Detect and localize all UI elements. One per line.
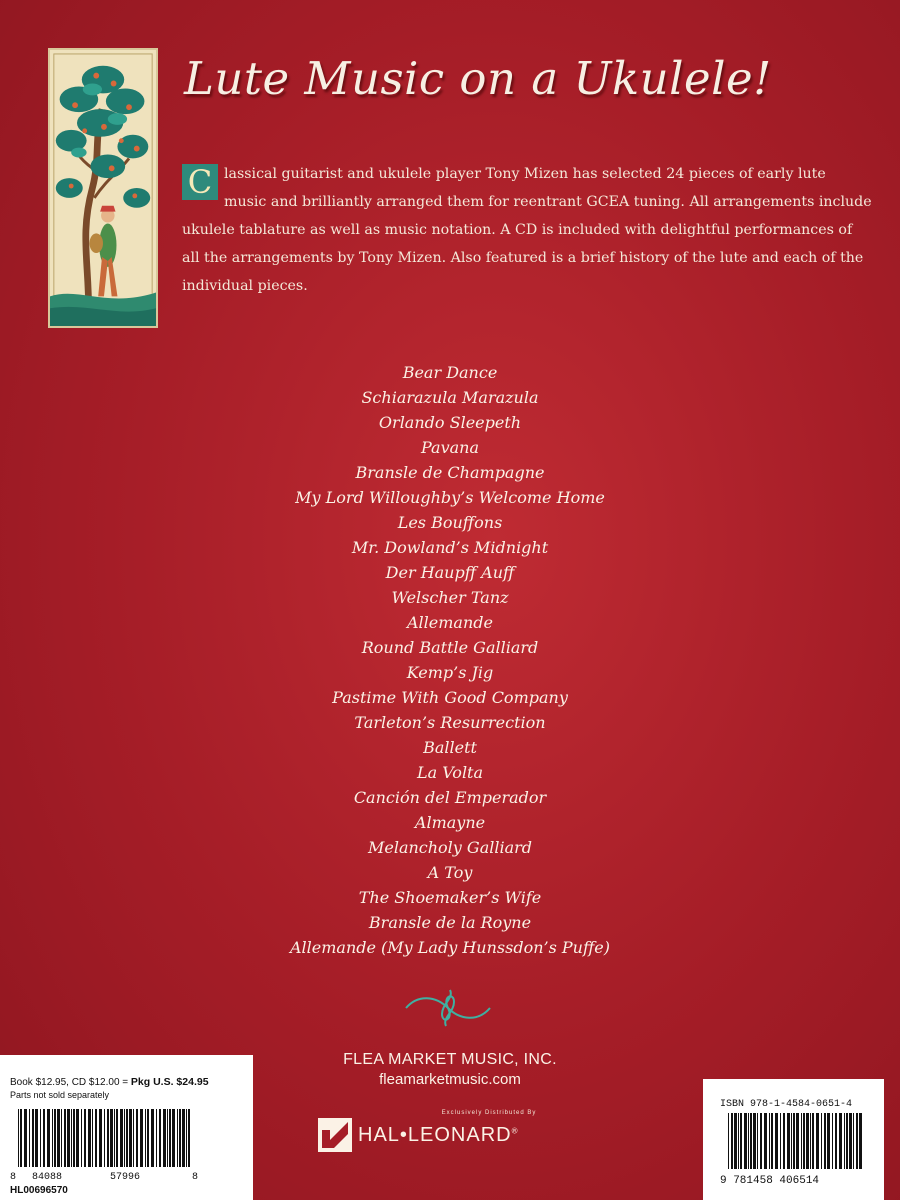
track-item: Welscher Tanz [391,588,509,607]
intro-text: lassical guitarist and ukulele player Tony Mizen has selected 24 pieces of early lute music and brilliantly arranged them for reentrant GCEA tuning. All arrangements include ukulele tablature as well as music notation. A CD is included with delightful performances of all the arrangements by Tony Mizen. Also featured is a brief history of the lute and each of the individual pieces. [182,166,872,294]
isbn-barcode-label [703,1079,884,1200]
ornament-flourish-icon [402,988,494,1028]
isbn-barcode [720,1113,870,1185]
track-item: La Volta [416,763,484,782]
barcode-digits: 84088 [32,1172,63,1181]
publisher-url: fleamarketmusic.com [379,1071,521,1088]
track-item: A Toy [427,863,473,882]
publisher-name: FLEA MARKET MUSIC, INC. [343,1051,557,1068]
book-title: Lute Music on a Ukulele! [184,52,772,105]
package-price: Pkg U.S. $24.95 [130,1076,209,1088]
parts-note: Parts not sold separately [10,1090,110,1100]
track-item: Pavana [420,438,479,457]
hl-product-number: HL00696570 [10,1185,68,1196]
distributor-logo-block [318,1110,588,1158]
hal-leonard-logo-icon [318,1118,352,1152]
track-item: Pastime With Good Company [332,688,568,707]
track-item: Der Haupff Auff [385,563,515,582]
track-item: Schiarazula Marazula [361,388,539,407]
barcode-digits: 57996 [110,1172,141,1181]
intro-paragraph [182,160,872,300]
barcode-digits: 8 [10,1172,17,1181]
isbn-label: ISBN 978-1-4584-0651-4 [720,1099,853,1110]
barcode-digits: 9 781458 406514 [720,1175,820,1185]
track-item: My Lord Willoughby’s Welcome Home [295,488,605,507]
track-item: Round Battle Galliard [361,638,539,657]
tree-and-lutenist-illustration [50,50,156,326]
cover-illustration [48,48,158,328]
track-item: Allemande [407,613,493,632]
drop-cap: C [182,164,218,200]
track-item: Orlando Sleepeth [378,413,522,432]
track-list [0,360,900,960]
track-item: Ballett [423,738,477,757]
track-item: Les Bouffons [397,513,503,532]
price-barcode-label [0,1055,253,1200]
track-item: Bransle de la Royne [368,913,532,932]
track-item: Canción del Emperador [353,788,547,807]
barcode-digits: 8 [192,1172,199,1181]
price-line: Book $12.95, CD $12.00 = Pkg U.S. $24.95 [10,1076,209,1088]
track-item: Bransle de Champagne [355,463,545,482]
track-item: Mr. Dowland’s Midnight [351,538,549,557]
track-item: Almayne [414,813,486,832]
track-item: Bear Dance [402,363,498,382]
distributor-name: HAL•LEONARD® [358,1124,519,1146]
track-item: Kemp’s Jig [406,663,494,682]
track-item: The Shoemaker’s Wife [358,888,542,907]
track-item: Melancholy Galliard [367,838,533,857]
track-item: Tarleton’s Resurrection [354,713,546,732]
distributor-label: Exclusively Distributed By [441,1110,537,1116]
upc-barcode [10,1109,200,1181]
track-item: Allemande (My Lady Hunssdon’s Puffe) [289,938,610,957]
